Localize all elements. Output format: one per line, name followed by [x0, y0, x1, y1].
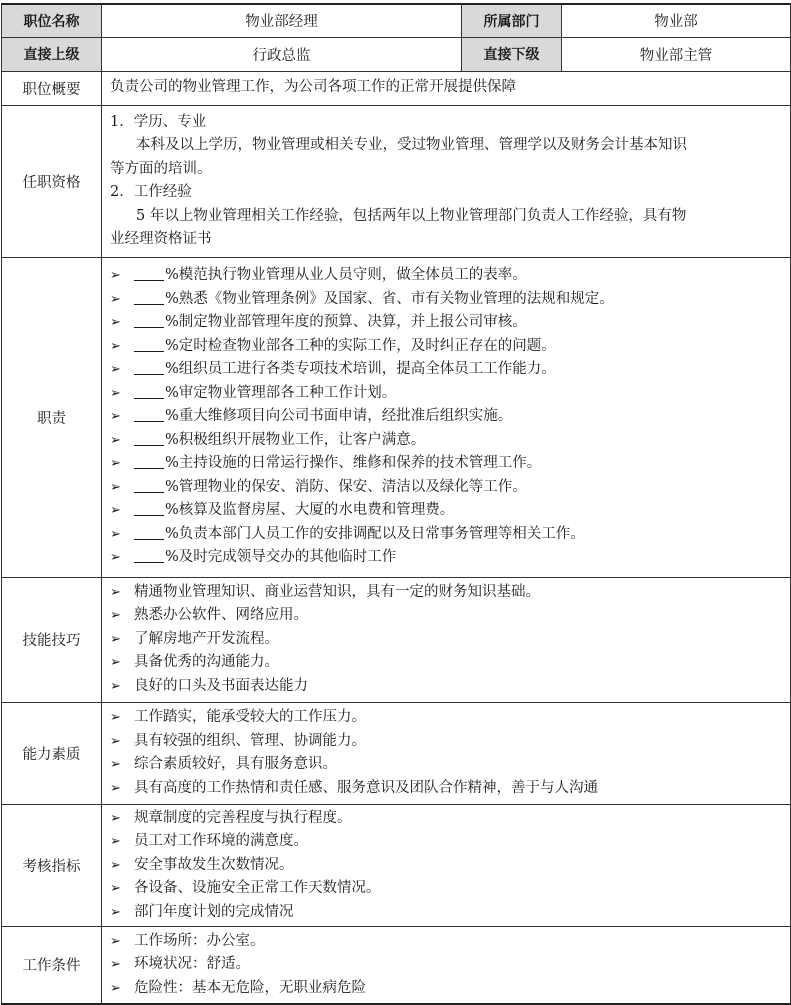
list-item	[110, 499, 782, 523]
arrow-bullet-icon: ➢	[110, 710, 121, 725]
list-item-text: %管理物业的保安、消防、保安、清洁以及绿化等工作。	[165, 478, 527, 495]
list-item-text: %组织员工进行各类专项技术培训，提高全体员工工作能力。	[165, 361, 556, 378]
list-item	[110, 753, 782, 777]
kpi-row	[2, 804, 791, 927]
list-item	[110, 628, 782, 652]
arrow-bullet-icon: ➢	[110, 268, 121, 284]
percentage-blank	[134, 501, 164, 516]
percentage-blank	[134, 407, 164, 422]
skills-row	[2, 577, 791, 702]
arrow-bullet-icon: ➢	[110, 631, 121, 647]
qualifications-content	[102, 105, 791, 257]
arrow-bullet-icon: ➢	[110, 733, 121, 749]
list-item	[110, 877, 782, 901]
conditions-row	[2, 927, 791, 1004]
abilities-label: 能力素质	[2, 702, 102, 804]
arrow-bullet-icon: ➢	[110, 904, 121, 920]
arrow-bullet-icon: ➢	[110, 933, 121, 949]
direct-subordinate-label: 直接下级	[462, 37, 562, 71]
arrow-bullet-icon: ➢	[110, 526, 121, 542]
abilities-row	[2, 702, 791, 804]
position-name-value: 物业部经理	[102, 4, 462, 37]
percentage-blank	[134, 313, 164, 328]
header-row-2	[2, 37, 791, 71]
abilities-content	[102, 702, 791, 804]
list-item-text: 良好的口头及书面表达能力	[134, 677, 308, 694]
list-item	[110, 977, 782, 1001]
list-item	[110, 476, 782, 500]
list-item-text: %熟悉《物业管理条例》及国家、省、市有关物业管理的法规和规定。	[165, 290, 614, 307]
duties-row	[2, 257, 791, 577]
list-item	[110, 382, 782, 406]
percentage-blank	[134, 384, 164, 399]
list-item	[110, 807, 782, 831]
list-item	[110, 953, 782, 977]
list-item	[110, 452, 782, 476]
arrow-bullet-icon: ➢	[110, 584, 121, 600]
direct-subordinate-value: 物业部主管	[562, 37, 791, 71]
list-item-text: 各设备、设施安全正常工作天数情况。	[134, 880, 381, 896]
list-item-text: 工作场所：办公室。	[134, 932, 265, 949]
list-item-text: 部门年度计划的完成情况	[134, 903, 294, 920]
qualification-experience-title: 2．工作经验	[110, 184, 192, 200]
list-item	[110, 930, 782, 954]
list-item-text: 环境状况：舒适。	[134, 956, 250, 972]
direct-superior-value: 行政总监	[102, 37, 462, 71]
conditions-label: 工作条件	[2, 927, 102, 1004]
department-value: 物业部	[562, 4, 791, 37]
list-item	[110, 854, 782, 878]
department-label: 所属部门	[462, 4, 562, 37]
percentage-blank	[134, 548, 164, 563]
arrow-bullet-icon: ➢	[110, 409, 121, 425]
duties-label: 职责	[2, 257, 102, 577]
list-item-text: %负责本部门人员工作的安排调配以及日常事务管理等相关工作。	[165, 525, 585, 542]
list-item-text: %积极组织开展物业工作，让客户满意。	[165, 431, 426, 448]
arrow-bullet-icon: ➢	[110, 432, 121, 448]
list-item-text: 员工对工作环境的满意度。	[134, 833, 308, 849]
percentage-blank	[134, 454, 164, 469]
arrow-bullet-icon: ➢	[110, 857, 121, 873]
list-item	[110, 429, 782, 453]
arrow-bullet-icon: ➢	[110, 608, 121, 624]
list-item-text: 具有较强的组织、管理、协调能力。	[134, 732, 366, 749]
arrow-bullet-icon: ➢	[110, 385, 121, 401]
arrow-bullet-icon: ➢	[110, 503, 121, 519]
arrow-bullet-icon: ➢	[110, 810, 121, 826]
arrow-bullet-icon: ➢	[110, 550, 121, 566]
qualification-education-title: 1．学历、专业	[110, 113, 207, 130]
kpi-label: 考核指标	[2, 804, 102, 927]
list-item-text: 综合素质较好，具有服务意识。	[134, 756, 337, 772]
list-item	[110, 264, 782, 288]
arrow-bullet-icon: ➢	[110, 881, 121, 896]
list-item	[110, 777, 782, 801]
position-name-label: 职位名称	[2, 4, 102, 37]
arrow-bullet-icon: ➢	[110, 291, 121, 307]
skills-content	[102, 577, 791, 702]
list-item	[110, 706, 782, 730]
kpi-content	[102, 804, 791, 927]
list-item-text: 具有高度的工作热情和责任感、服务意识及团队合作精神，善于与人沟通	[134, 779, 598, 796]
direct-superior-label: 直接上级	[2, 37, 102, 71]
list-item-text: 安全事故发生次数情况。	[134, 856, 294, 873]
list-item	[110, 288, 782, 312]
header-row-1	[2, 4, 791, 37]
list-item-text: 了解房地产开发流程。	[134, 630, 279, 647]
percentage-blank	[134, 266, 164, 281]
kpi-list	[110, 807, 782, 925]
list-item	[110, 675, 782, 699]
list-item-text: %模范执行物业管理从业人员守则，做全体员工的表率。	[165, 267, 527, 284]
list-item	[110, 651, 782, 675]
list-item-text: 熟悉办公软件、网络应用。	[134, 607, 308, 624]
conditions-list	[110, 930, 782, 1001]
list-item-text: 工作踏实，能承受较大的工作压力。	[134, 709, 366, 725]
qualifications-row	[2, 105, 791, 257]
summary-row	[2, 71, 791, 105]
list-item-text: %主持设施的日常运行操作、维修和保养的技术管理工作。	[165, 455, 542, 472]
list-item	[110, 523, 782, 547]
list-item	[110, 405, 782, 429]
arrow-bullet-icon: ➢	[110, 980, 121, 996]
list-item-text: %核算及监督房屋、大厦的水电费和管理费。	[165, 502, 455, 519]
arrow-bullet-icon: ➢	[110, 834, 121, 849]
arrow-bullet-icon: ➢	[110, 678, 121, 694]
list-item-text: 具备优秀的沟通能力。	[134, 654, 279, 671]
arrow-bullet-icon: ➢	[110, 479, 121, 495]
arrow-bullet-icon: ➢	[110, 456, 121, 472]
list-item-text: 精通物业管理知识、商业运营知识，具有一定的财务知识基础。	[134, 583, 540, 600]
duties-content	[102, 257, 791, 577]
summary-label: 职位概要	[2, 71, 102, 105]
percentage-blank	[134, 337, 164, 352]
duties-list	[110, 264, 782, 570]
list-item-text: %重大维修项目向公司书面申请，经批准后组织实施。	[165, 408, 513, 425]
list-item	[110, 311, 782, 335]
arrow-bullet-icon: ➢	[110, 362, 121, 378]
percentage-blank	[134, 360, 164, 375]
job-description-table	[1, 3, 791, 1005]
qualification-experience-line2: 业经理资格证书	[110, 231, 212, 247]
arrow-bullet-icon: ➢	[110, 780, 121, 796]
arrow-bullet-icon: ➢	[110, 957, 121, 972]
list-item-text: %制定物业部管理年度的预算、决算，并上报公司审核。	[165, 314, 527, 331]
list-item-text: 规章制度的完善程度与执行程度。	[134, 809, 352, 826]
list-item-text: 危险性：基本无危险，无职业病危险	[134, 979, 366, 996]
percentage-blank	[134, 525, 164, 540]
list-item-text: %及时完成领导交办的其他临时工作	[165, 549, 397, 566]
skills-list	[110, 581, 782, 699]
percentage-blank	[134, 431, 164, 446]
list-item	[110, 335, 782, 359]
list-item	[110, 830, 782, 854]
list-item	[110, 581, 782, 605]
abilities-list	[110, 706, 782, 800]
list-item	[110, 546, 782, 570]
list-item-text: %审定物业管理部各工种工作计划。	[165, 384, 397, 401]
arrow-bullet-icon: ➢	[110, 655, 121, 671]
summary-text: 负责公司的物业管理工作，为公司各项工作的正常开展提供保障	[102, 71, 791, 105]
list-item	[110, 730, 782, 754]
list-item	[110, 358, 782, 382]
list-item	[110, 901, 782, 925]
percentage-blank	[134, 290, 164, 305]
percentage-blank	[134, 478, 164, 493]
skills-label: 技能技巧	[2, 577, 102, 702]
qualifications-label: 任职资格	[2, 105, 102, 257]
conditions-content	[102, 927, 791, 1004]
arrow-bullet-icon: ➢	[110, 757, 121, 772]
qualification-education-line2: 等方面的培训。	[110, 160, 212, 177]
list-item	[110, 604, 782, 628]
list-item-text: %定时检查物业部各工种的实际工作，及时纠正存在的问题。	[165, 337, 556, 354]
arrow-bullet-icon: ➢	[110, 338, 121, 354]
qualification-education-line1: 本科及以上学历，物业管理或相关专业，受过物业管理、管理学以及财务会计基本知识	[136, 137, 687, 153]
arrow-bullet-icon: ➢	[110, 315, 121, 331]
qualification-experience-line1: 5 年以上物业管理相关工作经验，包括两年以上物业管理部门负责人工作经验，具有物	[136, 207, 687, 224]
